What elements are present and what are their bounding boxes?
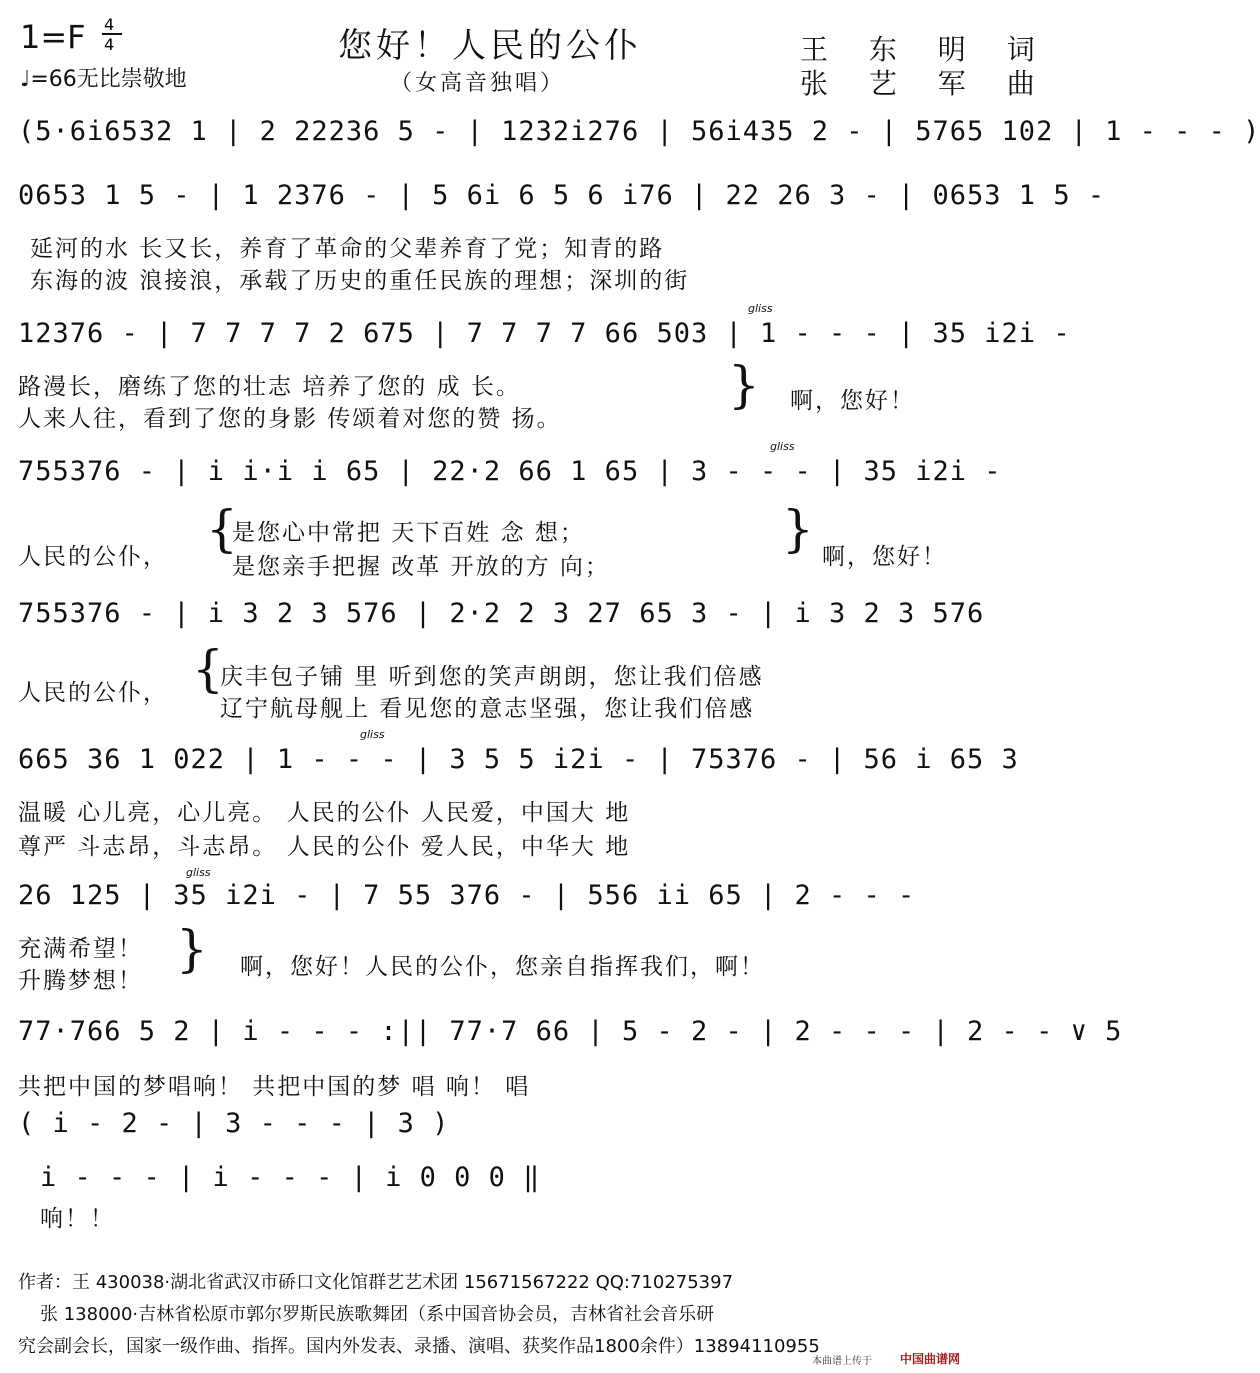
lyric-lead-line-5: 人民的公仆， [18,680,168,706]
notation-line-1: (5·6i6532 1 | 2 22236 5 - | 1232i276 | 56i435 2 - | 5765 102 | 1 - - - ) [18,116,1260,147]
notation-line-8: 77·766 5 2 | i - - - :|| 77·7 66 | 5 - 2 - | 2 - - - | 2 - - ∨ 5 [18,1016,1123,1047]
tempo-marking: ♩=66无比崇敬地 [20,67,187,92]
svg-text:4: 4 [104,15,115,34]
author-info-line-3: 究会副会长，国家一级作曲、指挥。国内外发表、录播、演唱、获奖作品1800余件）13894110955 [18,1336,820,1357]
right-brace: } [728,356,760,414]
song-subtitle: （女高音独唱） [390,71,566,96]
lyric-verse1-line-4: 是您心中常把 天下百姓 念 想； [232,520,585,546]
gliss-marking: gliss [748,302,773,315]
lyric-verse2-line-4: 是您亲手把握 改革 开放的方 向； [232,554,610,580]
coda-lyric: 响！！ [40,1206,115,1232]
left-brace: { [192,640,224,698]
lyric-verse1-line-2: 延河的水 长又长，养育了革命的父辈养育了党；知青的路 [30,236,665,262]
lyric-verse2-line-7: 升腾梦想！ [18,968,143,994]
left-brace: { [206,500,238,558]
gliss-marking: gliss [360,728,385,741]
coda-upper-notation: ( i - 2 - | 3 - - - | 3 ) [18,1108,450,1139]
notation-line-4: 755376 - | i i·i i 65 | 22·2 66 1 65 | 3 - - - | 35 i2i - [18,456,1002,487]
lyric-line-8: 共把中国的梦唱响！ 共把中国的梦 唱 响！ 唱 [18,1074,531,1100]
time-signature [100,14,126,54]
lyric-verse1-line-6: 温暖 心儿亮，心儿亮。 人民的公仆 人民爱，中国大 地 [18,800,631,826]
notation-line-2: 0653 1 5 - | 1 2376 - | 5 6i 6 5 6 i76 | 22 26 3 - | 0653 1 5 - [18,180,1106,211]
right-brace: } [176,920,208,978]
gliss-marking: gliss [186,866,211,879]
key-signature: 1=F [20,18,86,56]
lyric-verse2-line-2: 东海的波 浪接浪，承载了历史的重任民族的理想；深圳的街 [30,268,690,294]
lyric-verse1-line-5: 庆丰包子铺 里 听到您的笑声朗朗，您让我们倍感 [220,664,764,690]
time-signature-glyph [100,14,126,52]
notation-line-5: 755376 - | i 3 2 3 576 | 2·2 2 3 27 65 3 - | i 3 2 3 576 [18,598,985,629]
composer-credit: 张 艺 军 曲 [800,67,1051,100]
lyric-verse2-line-5: 辽宁航母舰上 看见您的意志坚强，您让我们倍感 [220,696,755,722]
upload-note: 本曲谱上传于 [812,1356,872,1367]
lyric-verse1-line-7: 充满希望！ [18,936,143,962]
interjection-line-7: 啊，您好！人民的公仆，您亲自指挥我们，啊！ [240,954,765,980]
site-logo: 中国曲谱网 [900,1352,961,1366]
notation-line-3: 12376 - | 7 7 7 7 2 675 | 7 7 7 7 66 503 | 1 - - - | 35 i2i - [18,318,1071,349]
author-info-line-1: 作者：王 430038·湖北省武汉市硚口文化馆群艺艺术团 15671567222 QQ:710275397 [18,1272,734,1293]
lyricist-credit: 王 东 明 词 [800,33,1051,66]
lyric-verse2-line-3: 人来人往，看到了您的身影 传颂着对您的赞 扬。 [18,406,562,432]
lyric-lead-line-4: 人民的公仆， [18,544,168,570]
notation-line-7: 26 125 | 35 i2i - | 7 55 376 - | 556 ii 65 | 2 - - - [18,880,916,911]
gliss-marking: gliss [770,440,795,453]
author-info-line-2: 张 138000·吉林省松原市郭尔罗斯民族歌舞团（系中国音协会员，吉林省社会音乐研 [40,1304,715,1325]
notation-line-6: 665 36 1 022 | 1 - - - | 3 5 5 i2i - | 75376 - | 56 i 65 3 [18,744,1019,775]
interjection-line-4: 啊，您好！ [822,544,947,570]
song-title: 您好！人民的公仆 [338,26,642,66]
interjection-line-3: 啊，您好！ [790,388,915,414]
svg-text:4: 4 [104,35,115,54]
coda-lower-notation: i - - - | i - - - | i 0 0 0 ‖ [40,1162,541,1193]
lyric-verse1-line-3: 路漫长，磨练了您的壮志 培养了您的 成 长。 [18,374,521,400]
lyric-verse2-line-6: 尊严 斗志昂，斗志昂。 人民的公仆 爱人民，中华大 地 [18,834,631,860]
right-brace: } [782,500,814,558]
